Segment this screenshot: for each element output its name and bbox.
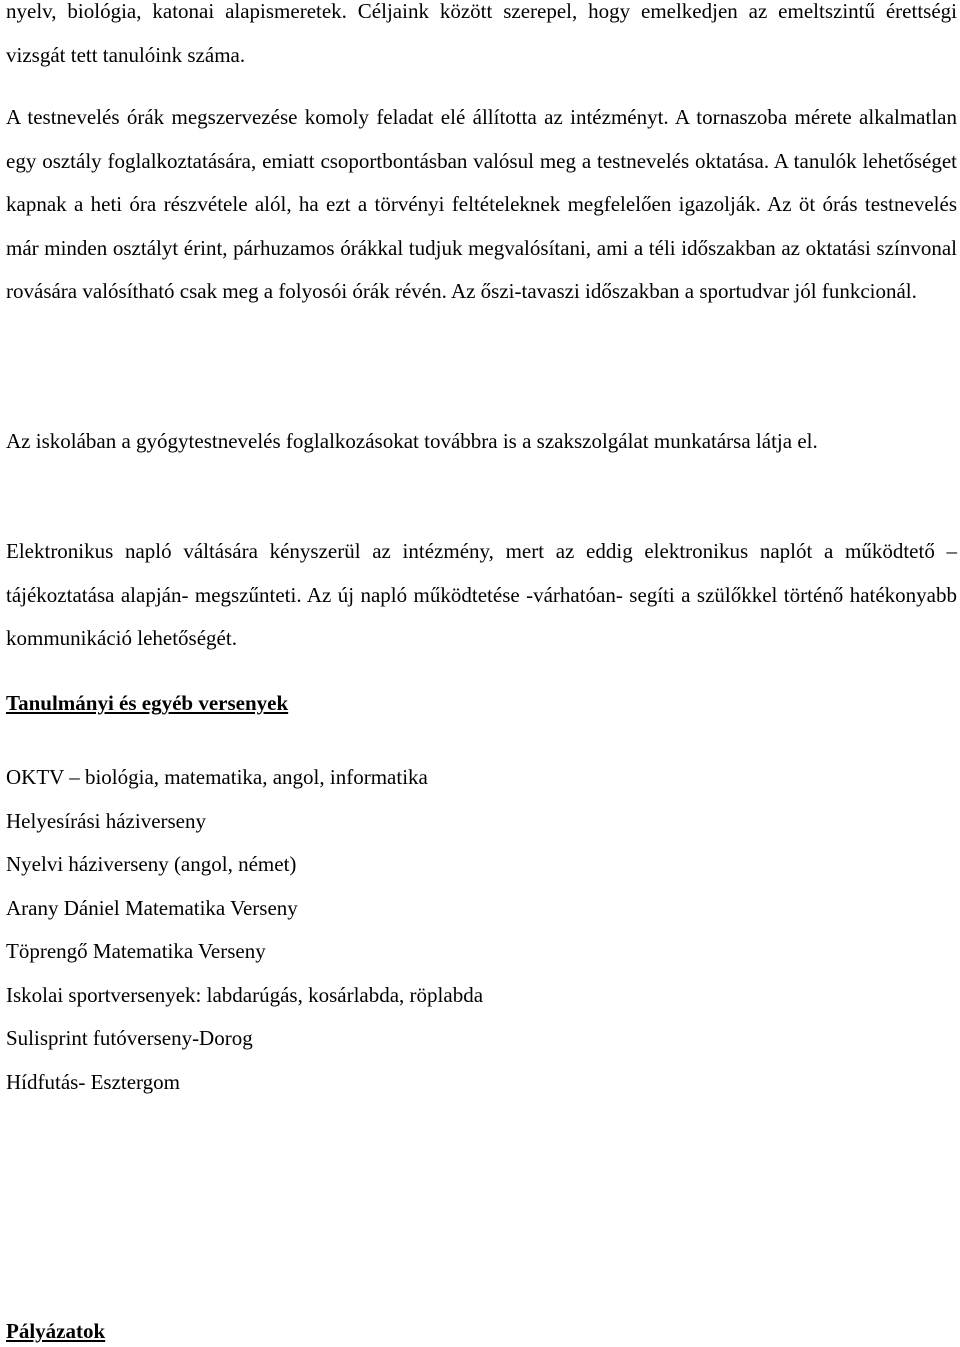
paragraph-exam-goals: nyelv, biológia, katonai alapismeretek. Céljaink között szerepel, hogy emelkedjen az emeltszintű érettségi vizsgát tett tanulóink száma. — [6, 0, 957, 67]
competitions-heading: Tanulmányi és egyéb versenyek — [6, 691, 289, 715]
list-item: OKTV – biológia, matematika, angol, informatika — [6, 765, 428, 789]
competitions-list — [6, 756, 483, 1104]
applications-heading: Pályázatok — [6, 1319, 106, 1343]
paragraph-electronic-log: Elektronikus napló váltására kényszerül az intézmény, mert az eddig elektronikus naplót a működtető – tájékoztatása alapján- megszűnteti. Az új napló működtetése -várhatóan- segíti a szülőkkel történő hatékonyabb kommunikáció lehetőségét. — [6, 539, 957, 650]
list-item: Iskolai sportversenyek: labdarúgás, kosárlabda, röplabda — [6, 982, 484, 1007]
list-item: Hídfutás- Esztergom — [6, 1069, 180, 1094]
list-item: Arany Dániel Matematika Verseny — [6, 895, 298, 920]
list-item: Töprengő Matematika Verseny — [6, 939, 266, 963]
paragraph-physical-education: A testnevelés órák megszervezése komoly feladat elé állította az intézményt. A tornaszoba mérete alkalmatlan egy osztály foglalkoztatására, emiatt csoportbontásban valósul meg a testnevelés oktatása. A tanulók lehetőséget kapnak a heti óra részvétele alól, ha ezt a törvényi feltételeknek megfelelően igazolják. Az öt órás testnevelés már minden osztályt érint, párhuzamos órákkal tudjuk megvalósítani, ami a téli időszakban az oktatási színvonal rovására valósítható csak meg a folyosói órák révén. Az őszi-tavaszi időszakban a sportudvar jól funkcionál. — [6, 105, 957, 303]
list-item: Helyesírási háziverseny — [6, 808, 207, 833]
list-item: Nyelvi háziverseny (angol, német) — [6, 852, 297, 876]
paragraph-remedial-pe: Az iskolában a gyógytestnevelés foglalkozásokat továbbra is a szakszolgálat munkatársa látja el. — [6, 429, 818, 453]
list-item: Sulisprint futóverseny-Dorog — [6, 1026, 253, 1050]
